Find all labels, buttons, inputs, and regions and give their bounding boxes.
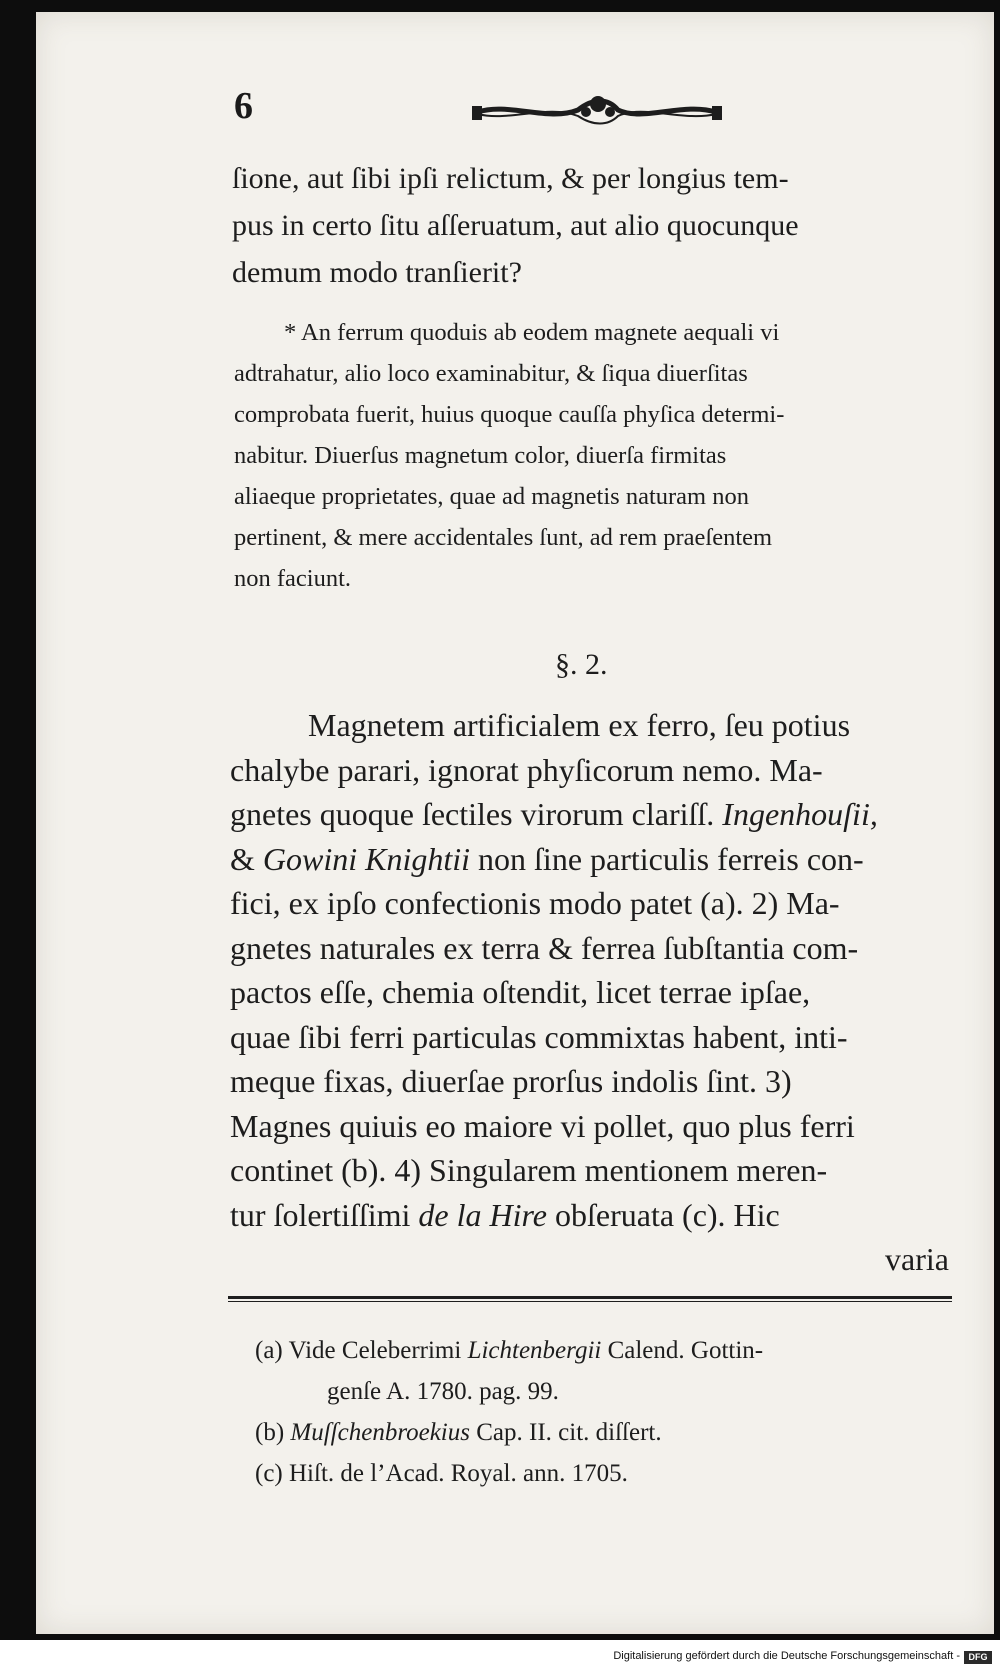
text-span: gnetes quoque ſectiles virorum clariſſ.: [230, 796, 715, 832]
text-line: adtrahatur, alio loco examinabitur, & ſiqua diuerſitas: [234, 360, 748, 387]
italic-name: Gowini Knightii: [262, 840, 471, 877]
page-number: 6: [234, 85, 253, 127]
italic-name: Lichtenbergii: [467, 1337, 602, 1364]
footnotes: [255, 1330, 945, 1494]
text-line: Magnes quiuis eo maiore vi pollet, quo plus ferri: [230, 1107, 855, 1144]
text-line: chalybe parari, ignorat phyſicorum nemo. Ma-: [230, 751, 823, 788]
text-line: [230, 837, 955, 882]
text-line: ſione, aut ſibi ipſi relictum, & per longius tem-: [232, 162, 789, 195]
text-span: Hiſt. de l’Acad. Royal. ann. 1705.: [289, 1460, 628, 1487]
italic-name: de la Hire: [418, 1196, 547, 1233]
text-line: comprobata fuerit, huius quoque cauſſa phyſica determi-: [234, 401, 785, 428]
footnote-label: (b): [255, 1419, 285, 1446]
text-span: &: [230, 840, 255, 877]
text-span: Cap. II. cit. diſſert.: [476, 1419, 662, 1446]
footnote-label: (a): [255, 1337, 283, 1364]
paragraph-continued: [232, 155, 952, 296]
footnote-rule: [228, 1296, 952, 1302]
italic-name: Ingenhouſii,: [722, 796, 878, 832]
text-line: fici, ex ipſo confectionis modo patet (a). 2) Ma-: [230, 885, 840, 921]
text-line: continet (b). 4) Singularem mentionem meren-: [230, 1152, 828, 1188]
note-paragraph: [234, 312, 952, 599]
text-span: Calend. Gottin-: [607, 1337, 764, 1364]
footnote-a-continued: genſe A. 1780. pag. 99.: [327, 1378, 559, 1405]
text-line: quae ſibi ferri particulas commixtas habent, inti-: [230, 1018, 848, 1055]
text-line: pactos eſſe, chemia oſtendit, licet terrae ipſae,: [230, 974, 811, 1010]
text-span: Vide Celeberrimi: [288, 1337, 462, 1364]
italic-name: Muſſchenbroekius: [290, 1419, 470, 1446]
main-paragraph: [230, 703, 955, 1282]
text-line: meque fixas, diuerſae prorſus indolis ſint. 3): [230, 1063, 792, 1099]
dfg-logo: DFG: [964, 1651, 992, 1664]
text-line: gnetes naturales ex terra & ferrea ſubſtantia com-: [230, 929, 859, 966]
text-line: pertinent, & mere accidentales ſunt, ad rem praeſentem: [234, 524, 773, 551]
section-heading: §. 2.: [555, 648, 608, 681]
text-line: [230, 792, 955, 837]
catchword: varia: [885, 1241, 949, 1277]
footnote-c: [255, 1453, 945, 1494]
text-span: obſeruata (c). Hic: [554, 1196, 780, 1233]
footnote-a: [255, 1330, 945, 1371]
text-line: [230, 1193, 955, 1238]
text-line: non faciunt.: [234, 565, 352, 592]
text-line: demum modo tranſierit?: [232, 256, 522, 289]
footnote-b: [255, 1412, 945, 1453]
text-line: nabitur. Diuerſus magnetum color, diuerſa firmitas: [234, 442, 727, 469]
footnote-label: (c): [255, 1460, 283, 1487]
text-line: Magnetem artificialem ex ferro, ſeu potius: [308, 707, 851, 743]
decorative-ornament: [468, 92, 728, 132]
text-span: tur ſolertiſſimi: [230, 1196, 411, 1233]
text-line: aliaeque proprietates, quae ad magnetis naturam non: [234, 483, 749, 510]
text-line: pus in certo ſitu aſſeruatum, aut alio quocunque: [232, 209, 799, 242]
text-span: non ſine particulis ferreis con-: [478, 840, 864, 877]
digitization-credit: Digitalisierung gefördert durch die Deutsche Forschungsgemeinschaft -: [613, 1650, 960, 1662]
text-line: * An ferrum quoduis ab eodem magnete aequali vi: [284, 319, 780, 346]
